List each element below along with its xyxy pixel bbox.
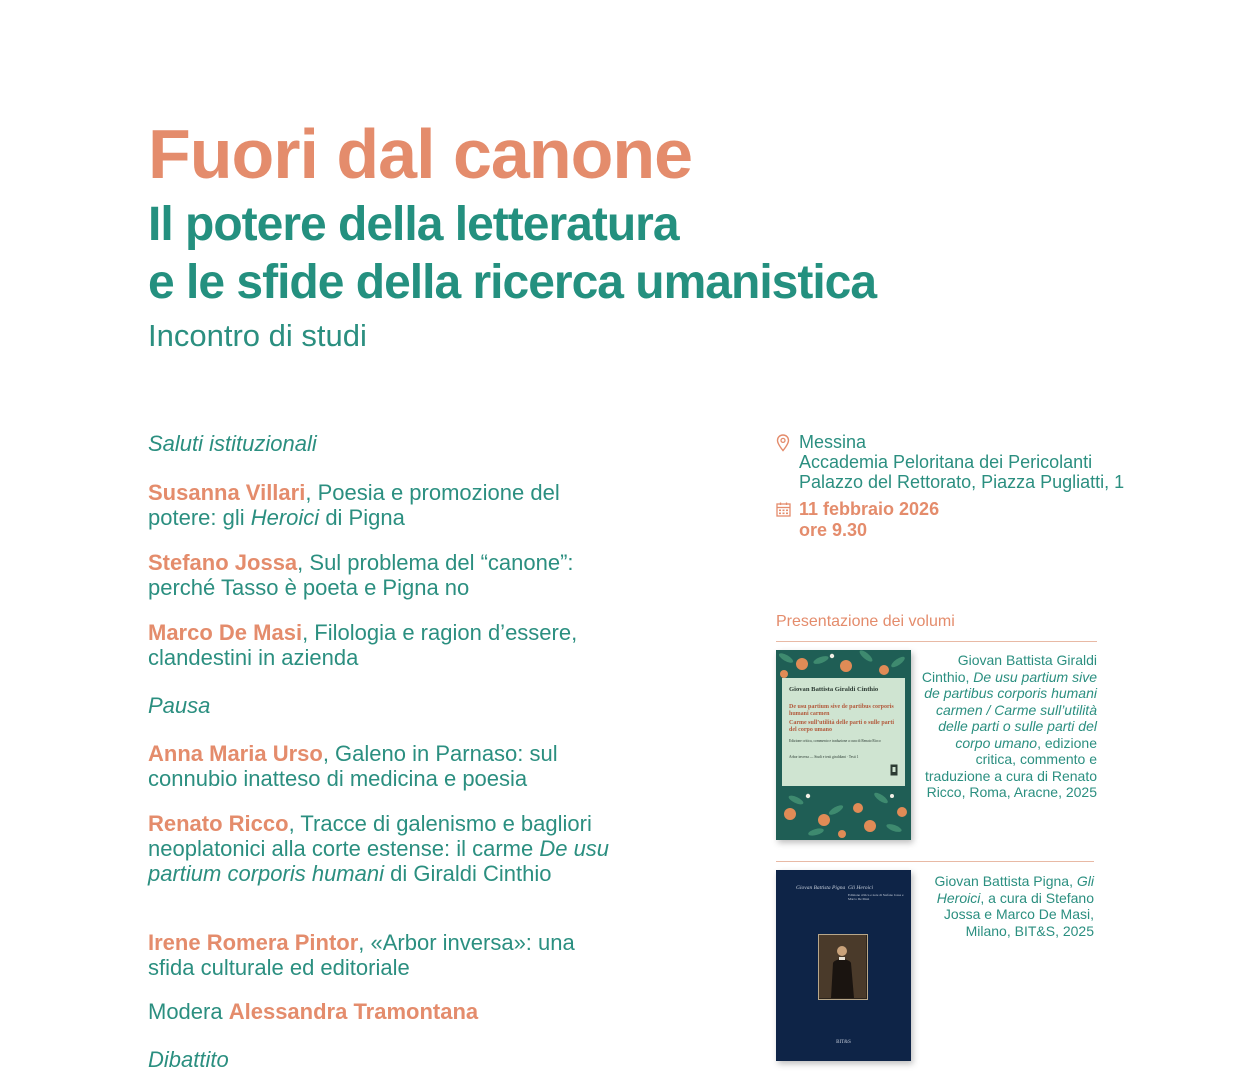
cover-note: Edizione critica e note di Stefano Jossa e Marco De Masi xyxy=(848,893,904,901)
speaker-name: Susanna Villari xyxy=(148,480,306,505)
event-venue: Accademia Peloritana dei Pericolanti xyxy=(799,452,1093,472)
talk-title-end: di Giraldi Cinthio xyxy=(383,861,552,886)
talk-title-italic: Heroici xyxy=(250,505,320,530)
talk-title-italic: De usu partium corporis humani xyxy=(148,836,610,886)
divider xyxy=(776,861,1094,862)
talk-item xyxy=(148,930,618,980)
talk-item xyxy=(148,741,618,791)
subtitle-line-2: e le sfide della ricerca umanistica xyxy=(148,256,877,309)
speaker-name: Renato Ricco xyxy=(148,811,289,836)
map-pin-icon xyxy=(776,434,790,452)
talk-title: , «Arbor inversa»: una sfida culturale ed editoriale xyxy=(148,930,575,980)
book-info-text-end: , a cura di Stefano Jossa e Marco De Masi, Milano, BIT&S, 2025 xyxy=(943,889,1094,939)
talk-title-end: di Pigna xyxy=(319,505,405,530)
cover-note: Edizione critica, commento e traduzione a cura di Renato Ricco xyxy=(789,739,881,743)
tagline: Incontro di studi xyxy=(148,318,367,353)
talk-title: , Sul problema del “canone”: perché Tasso è poeta e Pigna no xyxy=(148,550,574,600)
event-time: ore 9.30 xyxy=(799,520,868,540)
calendar-icon xyxy=(776,502,791,517)
portrait-frame xyxy=(818,934,868,1000)
talk-item xyxy=(148,620,618,670)
event-address: Palazzo del Rettorato, Piazza Pugliatti, 1 xyxy=(799,472,1125,492)
speaker-name: Anna Maria Urso xyxy=(148,741,323,766)
greetings-label: Saluti istituzionali xyxy=(148,431,317,456)
talk-item xyxy=(148,550,618,600)
cover-publisher: BIT&S xyxy=(836,1040,851,1045)
talk-title: , Filologia e ragion d’essere, clandestini in azienda xyxy=(148,620,578,670)
pause-label: Pausa xyxy=(148,693,211,718)
talk-title: , Poesia e promozione del potere: gli xyxy=(148,480,560,530)
book-info-title: Gli Heroici xyxy=(936,873,1094,906)
book-info-2 xyxy=(920,873,1094,939)
book-info-text: Giovan Battista Giraldi Cinthio, xyxy=(921,652,1097,685)
book-info-title: De usu partium sive de partibus corporis humani carmen / Carme sull’utilità delle parti o sulle parti del corpo umano xyxy=(924,668,1097,751)
book-cover-2 xyxy=(776,870,911,1061)
moderator-name: Alessandra Tramontana xyxy=(228,999,479,1024)
book-info-text: Giovan Battista Pigna, xyxy=(934,873,1077,889)
talk-item xyxy=(148,480,618,530)
cover-author: Giovan Battista Pigna xyxy=(796,885,846,891)
subtitle-line-1: Il potere della letteratura xyxy=(148,198,679,251)
presentation-label: Presentazione dei volumi xyxy=(776,613,955,630)
moderator-line xyxy=(148,999,618,1024)
talk-title: , Galeno in Parnaso: sul connubio inatteso di medicina e poesia xyxy=(148,741,558,791)
book-info-text-end: , edizione critica, commento e traduzione a cura di Renato Ricco, Roma, Aracne, 2025 xyxy=(925,734,1097,800)
moderator-prefix: Modera xyxy=(148,999,229,1024)
debate-label: Dibattito xyxy=(148,1047,229,1072)
speaker-name: Irene Romera Pintor xyxy=(148,930,359,955)
book-info-1 xyxy=(920,652,1097,801)
talk-title: , Tracce di galenismo e bagliori neoplatonici alla corte estense: il carme xyxy=(148,811,592,861)
divider xyxy=(776,641,1097,642)
cover-title: De usu partium sive de partibus corporis humani carmen xyxy=(789,704,894,717)
talk-item xyxy=(148,811,618,886)
speaker-name: Marco De Masi xyxy=(148,620,303,645)
cover-title: Gli Heroici xyxy=(848,885,873,891)
cover-author: Giovan Battista Giraldi Cinthio xyxy=(789,686,879,693)
speaker-name: Stefano Jossa xyxy=(148,550,298,575)
cover-subtitle: Carme sull’utilità delle parti o sulle parti del corpo umano xyxy=(789,720,894,733)
cover-series: Arbor inversa — Studi e testi giraldiani · Testi 1 xyxy=(789,755,859,760)
book-cover-1 xyxy=(776,650,911,840)
portrait-icon xyxy=(819,935,866,998)
event-city: Messina xyxy=(799,432,867,452)
page-title: Fuori dal canone xyxy=(148,115,693,193)
event-date: 11 febbraio 2026 xyxy=(799,499,940,519)
publisher-logo-icon xyxy=(890,764,898,776)
